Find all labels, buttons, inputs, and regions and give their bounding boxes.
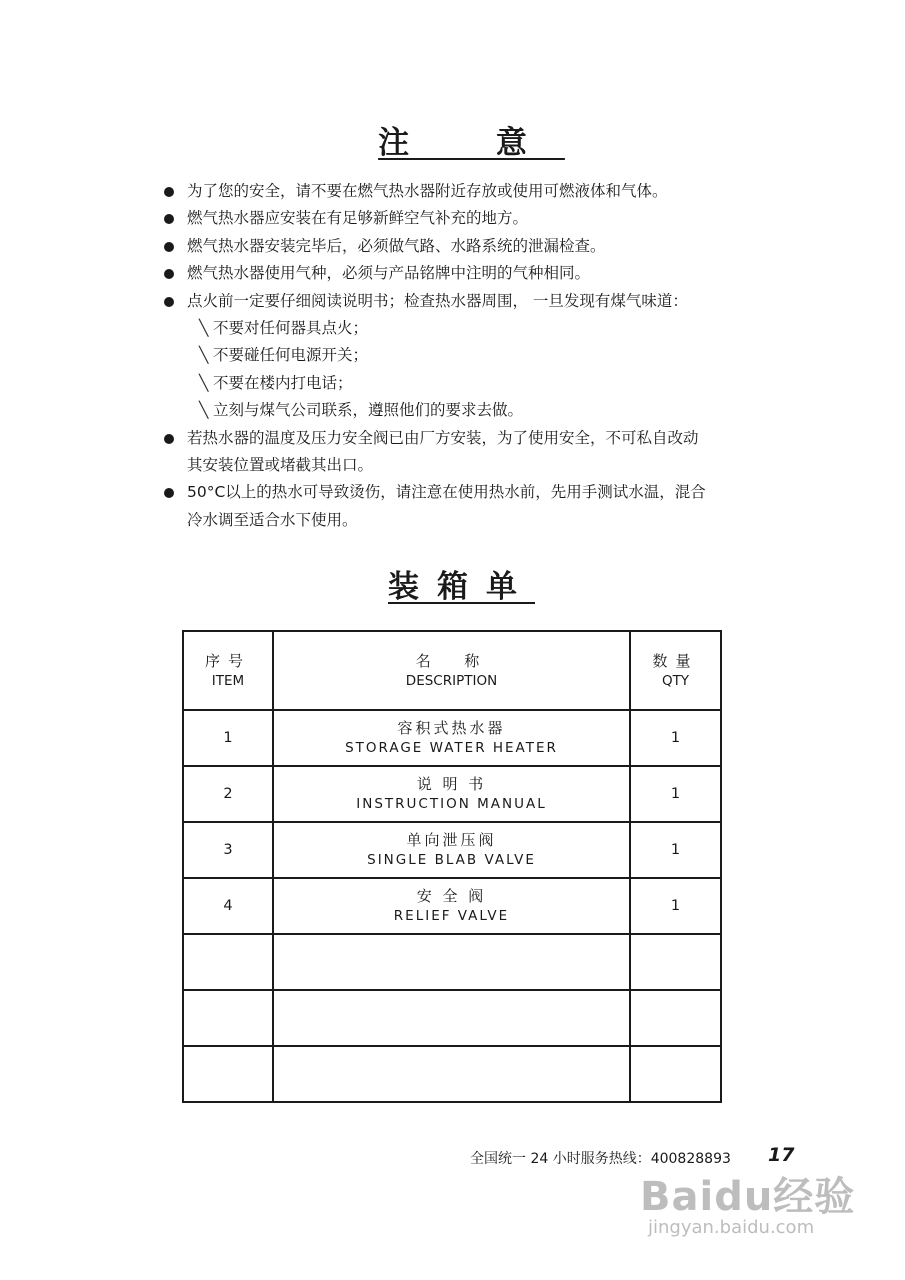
notice-item (163, 288, 803, 315)
row-description (273, 710, 630, 766)
row-desc-cn: 单向泄压阀 (406, 831, 497, 849)
table-row-empty (184, 934, 720, 990)
row-desc-cn: 容积式热水器 (397, 719, 506, 737)
bullet-icon (164, 269, 174, 279)
header-item-cn: 序号 (204, 651, 251, 670)
dash-icon: ╲ (199, 373, 209, 392)
notice-subtext: 不要在楼内打电话； (213, 373, 353, 392)
row-description (273, 766, 630, 822)
table-header-row (184, 632, 720, 710)
row-item (184, 934, 273, 990)
dash-icon: ╲ (199, 319, 209, 338)
notice-text: 其安装位置或堵截其出口。 (187, 456, 374, 475)
row-item: 1 (184, 710, 273, 766)
table-row (184, 710, 720, 766)
row-item: 3 (184, 822, 273, 878)
bullet-icon (164, 297, 174, 307)
header-description (273, 632, 630, 710)
table-row (184, 878, 720, 934)
watermark-url: jingyan.baidu.com (648, 1217, 815, 1238)
packing-list-title: 装箱单 (388, 569, 535, 605)
notice-text: 50°C以上的热水可导致烫伤，请注意在使用热水前，先用手测试水温，混合 (187, 483, 706, 502)
notice-item-continuation (163, 507, 803, 534)
notice-subtext: 立刻与煤气公司联系，遵照他们的要求去做。 (213, 401, 524, 420)
page-number: 17 (768, 1144, 795, 1166)
table-row (184, 766, 720, 822)
notice-item (163, 425, 803, 452)
row-description (273, 934, 630, 990)
notice-list (163, 178, 803, 534)
bullet-icon (164, 214, 174, 224)
row-desc-cn: 说 明 书 (416, 775, 487, 793)
bullet-icon (164, 434, 174, 444)
header-qty (630, 632, 720, 710)
bullet-icon (164, 242, 174, 252)
baidu-logo: Baidu经验 (640, 1174, 856, 1220)
table-row (184, 822, 720, 878)
row-qty (630, 934, 720, 990)
dash-icon: ╲ (199, 346, 209, 365)
notice-text: 燃气热水器安装完毕后，必须做气路、水路系统的泄漏检查。 (187, 236, 606, 255)
row-description (273, 878, 630, 934)
header-item-en: ITEM (211, 672, 245, 689)
notice-subitem (163, 397, 803, 424)
notice-item (163, 233, 803, 260)
row-item: 2 (184, 766, 273, 822)
row-qty (630, 990, 720, 1046)
row-desc-en: RELIEF VALVE (393, 908, 510, 924)
notice-subitem (163, 370, 803, 397)
table-row-empty (184, 990, 720, 1046)
row-qty: 1 (630, 878, 720, 934)
notice-item (163, 178, 803, 205)
dash-icon: ╲ (199, 401, 209, 420)
row-description (273, 1046, 630, 1102)
row-description (273, 990, 630, 1046)
row-qty: 1 (630, 710, 720, 766)
header-item (184, 632, 273, 710)
row-desc-en: INSTRUCTION MANUAL (356, 796, 547, 812)
row-description (273, 822, 630, 878)
bullet-icon (164, 187, 174, 197)
row-desc-cn: 安 全 阀 (416, 887, 487, 905)
notice-text: 若热水器的温度及压力安全阀已由厂方安装，为了使用安全，不可私自改动 (187, 428, 699, 447)
notice-item (163, 260, 803, 287)
service-hotline: 全国统一 24 小时服务热线：400828893 (470, 1151, 731, 1167)
header-qty-cn: 数量 (652, 651, 699, 670)
baidu-watermark (640, 1165, 860, 1250)
notice-item-continuation (163, 452, 803, 479)
row-desc-en: STORAGE WATER HEATER (345, 740, 558, 756)
row-item (184, 990, 273, 1046)
notice-title: 注 意 (378, 125, 565, 161)
notice-text: 冷水调至适合水下使用。 (187, 510, 358, 529)
notice-subitem (163, 342, 803, 369)
notice-text: 燃气热水器使用气种，必须与产品铭牌中注明的气种相同。 (187, 264, 591, 283)
row-qty: 1 (630, 766, 720, 822)
notice-subtext: 不要对任何器具点火； (213, 319, 369, 338)
notice-text: 为了您的安全，请不要在燃气热水器附近存放或使用可燃液体和气体。 (187, 182, 668, 200)
row-item: 4 (184, 878, 273, 934)
header-desc-en: DESCRIPTION (405, 672, 498, 689)
notice-text: 点火前一定要仔细阅读说明书；检查热水器周围， 一旦发现有煤气味道： (187, 291, 688, 310)
row-qty (630, 1046, 720, 1102)
table-row-empty (184, 1046, 720, 1102)
notice-text: 燃气热水器应安装在有足够新鲜空气补充的地方。 (187, 209, 529, 228)
header-desc-cn: 名 称 (415, 651, 488, 670)
notice-subtext: 不要碰任何电源开关； (213, 346, 369, 365)
header-qty-en: QTY (661, 672, 690, 689)
row-qty: 1 (630, 822, 720, 878)
notice-item (163, 479, 803, 506)
notice-item (163, 205, 803, 232)
notice-subitem (163, 315, 803, 342)
row-desc-en: SINGLE BLAB VALVE (367, 852, 536, 868)
packing-table (182, 630, 722, 1103)
bullet-icon (164, 488, 174, 498)
row-item (184, 1046, 273, 1102)
